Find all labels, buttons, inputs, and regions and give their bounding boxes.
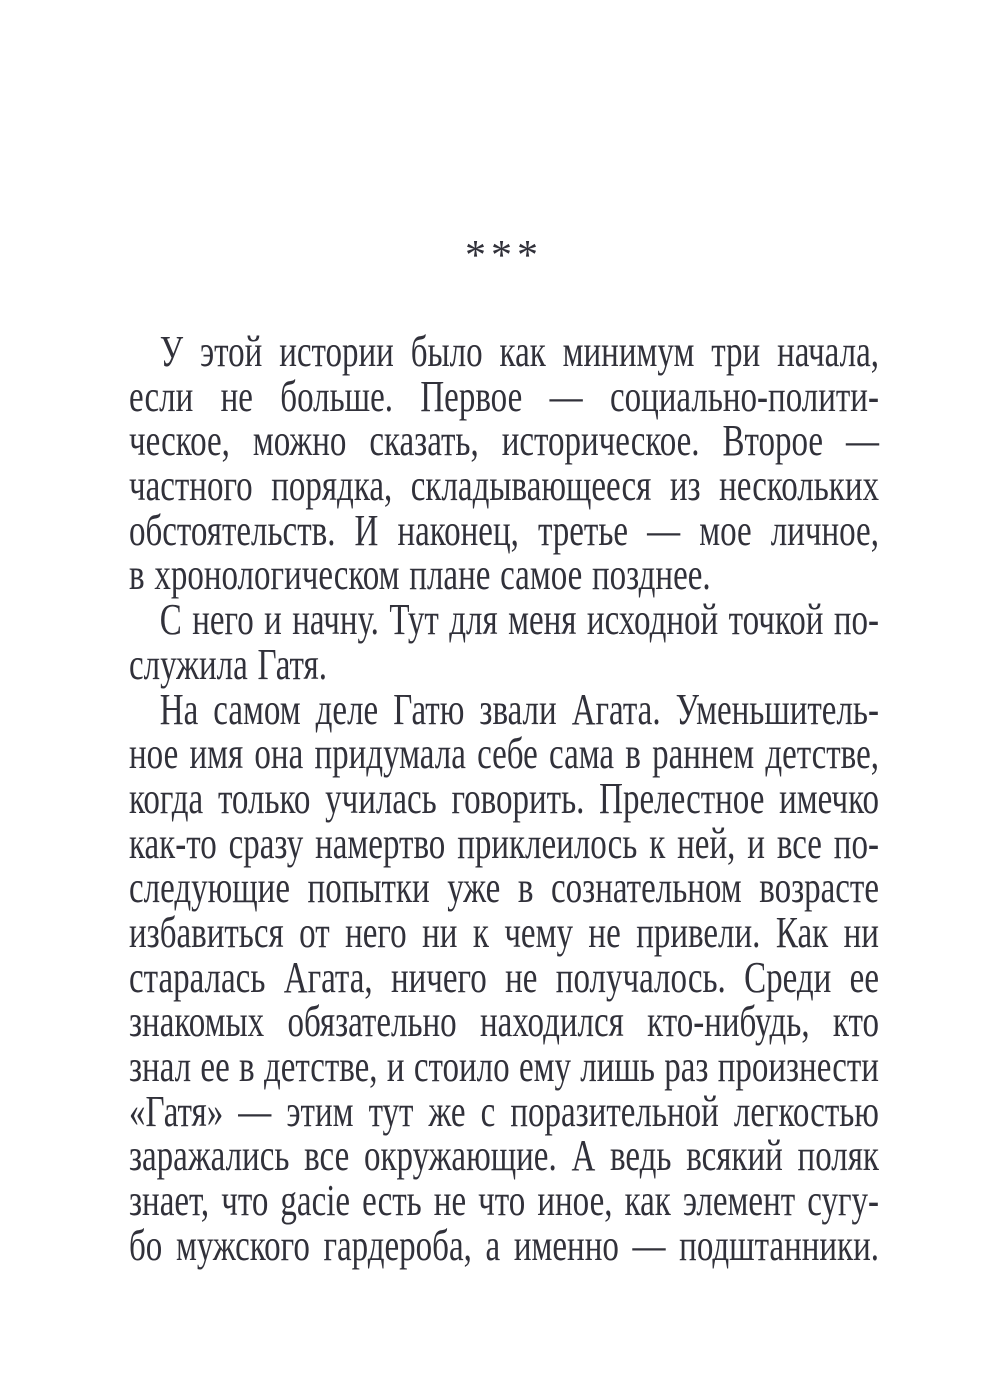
word: Прелестное [599,773,765,823]
word: Гатя. [257,639,327,689]
text-line [129,550,879,600]
section-separator-asterisks: *** [465,233,543,279]
text-line [129,907,879,957]
word: а [485,1220,501,1270]
word: А [571,1131,596,1181]
word: На [159,684,199,734]
word: что [221,1176,269,1226]
word: приклеилось [457,818,638,868]
text-line [129,1042,879,1091]
word: всякий [686,1131,783,1181]
word: ческое, [129,416,230,466]
word: стоило [413,1042,510,1091]
text-line [129,684,879,734]
word: имечко [779,773,879,823]
word: бо [129,1220,163,1270]
word: не [433,1176,467,1226]
word: деле [315,684,379,734]
word: детстве, [263,1042,378,1091]
word: три [711,327,761,376]
word: ни [422,907,458,957]
word: себе [477,729,538,779]
word: не [505,952,538,1002]
text-line [129,863,879,913]
word: ничего [390,952,487,1002]
word: ему [518,1042,571,1091]
word: — [238,1086,272,1136]
word: сразу [228,818,304,868]
word: Второе [722,416,824,466]
word: ее [849,952,879,1002]
word: больше. [280,371,393,421]
word: порядка, [271,461,393,511]
word: частного [129,461,253,511]
word: минимум [562,327,695,376]
word: как-то [129,818,217,868]
word: поляк [797,1131,879,1181]
word: заражались [129,1131,290,1181]
word: имя [189,729,244,779]
word: сознательном [551,863,742,913]
word: училась [325,773,437,823]
word: если [129,371,194,421]
word: Уменьшитель- [675,684,879,734]
word: И [354,505,379,555]
word: как [624,1176,671,1226]
word: «Гатя» [129,1086,224,1136]
word: ное [129,729,179,779]
word: тут [368,1086,414,1136]
word: в [517,863,534,913]
word: начала, [777,327,879,376]
word: чему [504,907,573,957]
word: Первое [420,371,523,421]
word: иное, [537,1176,613,1226]
text-line [129,505,879,555]
text-line [129,1220,879,1270]
word: уже [447,863,501,913]
text-line [129,1176,879,1226]
word: мужского [175,1220,310,1270]
word: — [647,505,681,555]
text-line [129,729,879,779]
text-line [129,773,879,823]
word: намертво [315,818,446,868]
word: социально-полити- [609,371,879,421]
text-line [129,416,879,466]
word: элемент [682,1176,796,1226]
word: и [386,1042,405,1091]
word: по- [833,595,879,645]
word: ни [843,907,879,957]
word: ней, [677,818,736,868]
word: С [159,595,182,645]
word: находился [479,997,624,1047]
word: него [345,907,407,957]
word: наконец, [397,505,519,555]
word: не [220,371,253,421]
text-line [129,327,879,376]
word: этой [200,327,263,376]
word: из [669,461,701,511]
word: точкой [728,595,824,645]
text-line [129,371,879,421]
word: Среди [744,952,832,1002]
word: личное, [770,505,879,555]
word: знает, [129,1176,210,1226]
word: в [129,550,145,600]
word: gacie [280,1176,351,1226]
word: было [410,327,483,376]
word: именно [513,1220,619,1270]
text-line [129,952,879,1002]
word: Агата, [283,952,373,1002]
word: меня [508,595,577,645]
word: обстоятельств. [129,505,336,555]
word: знал [129,1042,192,1091]
word: сама [549,729,615,779]
word: попытки [307,863,430,913]
word: кто [832,997,879,1047]
word: обязательно [287,997,457,1047]
word: Тут [389,595,439,645]
word: придумала [314,729,466,779]
word: складывающееся [410,461,652,511]
word: кто-нибудь, [647,997,810,1047]
word: сказать, [369,416,479,466]
word: есть [362,1176,422,1226]
word: что [478,1176,526,1226]
word: говорить. [451,773,585,823]
word: только [217,773,311,823]
text-line [129,595,879,645]
word: исходной [586,595,719,645]
word: Как [775,907,829,957]
word: — [632,1220,666,1270]
word: ее [200,1042,230,1091]
word: окружающие. [363,1131,557,1181]
word: от [299,907,330,957]
word: по- [833,818,879,868]
word: легкостью [733,1086,879,1136]
word: все [776,818,822,868]
word: сугу- [807,1176,879,1226]
text-line [129,1131,879,1181]
word: нескольких [719,461,879,511]
word: мое [699,505,752,555]
word: служила [129,639,248,689]
word: раннем [652,729,755,779]
body-text [129,327,879,1270]
word: Гатю [393,684,465,734]
word: — [549,371,583,421]
word: следующие [129,863,290,913]
word: и [747,818,765,868]
word: историческое. [501,416,700,466]
word: же [428,1086,466,1136]
word: получалось. [555,952,726,1002]
word: все [304,1131,350,1181]
word: звали [479,684,557,734]
word: она [254,729,304,779]
word: и [264,595,282,645]
text-line [129,461,879,511]
word: самое [500,550,583,600]
word: когда [129,773,204,823]
word: Агата. [571,684,661,734]
text-line [129,997,879,1047]
word: старалась [129,952,266,1002]
word: ведь [610,1131,672,1181]
word: привели. [636,907,761,957]
word: третье [537,505,629,555]
word: него [192,595,254,645]
word: хронологическом [154,550,400,600]
word: истории [279,327,394,376]
text-line [129,818,879,868]
word: в [239,1042,255,1091]
word: произнести [717,1042,879,1091]
word: гардероба, [323,1220,472,1270]
word: с [480,1086,496,1136]
text-line [129,1086,879,1136]
word: к [472,907,489,957]
word: этим [286,1086,354,1136]
word: знакомых [129,997,265,1047]
word: позднее. [592,550,711,600]
word: детстве, [765,729,879,779]
word: самом [213,684,301,734]
word: как [499,327,546,376]
word: для [449,595,498,645]
word: избавиться [129,907,284,957]
word: начну. [292,595,379,645]
word: можно [252,416,347,466]
word: У [159,327,184,376]
word: лишь [580,1042,655,1091]
word: возрасте [759,863,879,913]
word: раз [664,1042,709,1091]
word: плане [409,550,491,600]
text-line [129,639,879,689]
word: поразительной [510,1086,719,1136]
word: не [588,907,621,957]
word: подштанники. [679,1220,879,1270]
word: к [649,818,666,868]
word: — [846,416,879,466]
word: в [625,729,641,779]
